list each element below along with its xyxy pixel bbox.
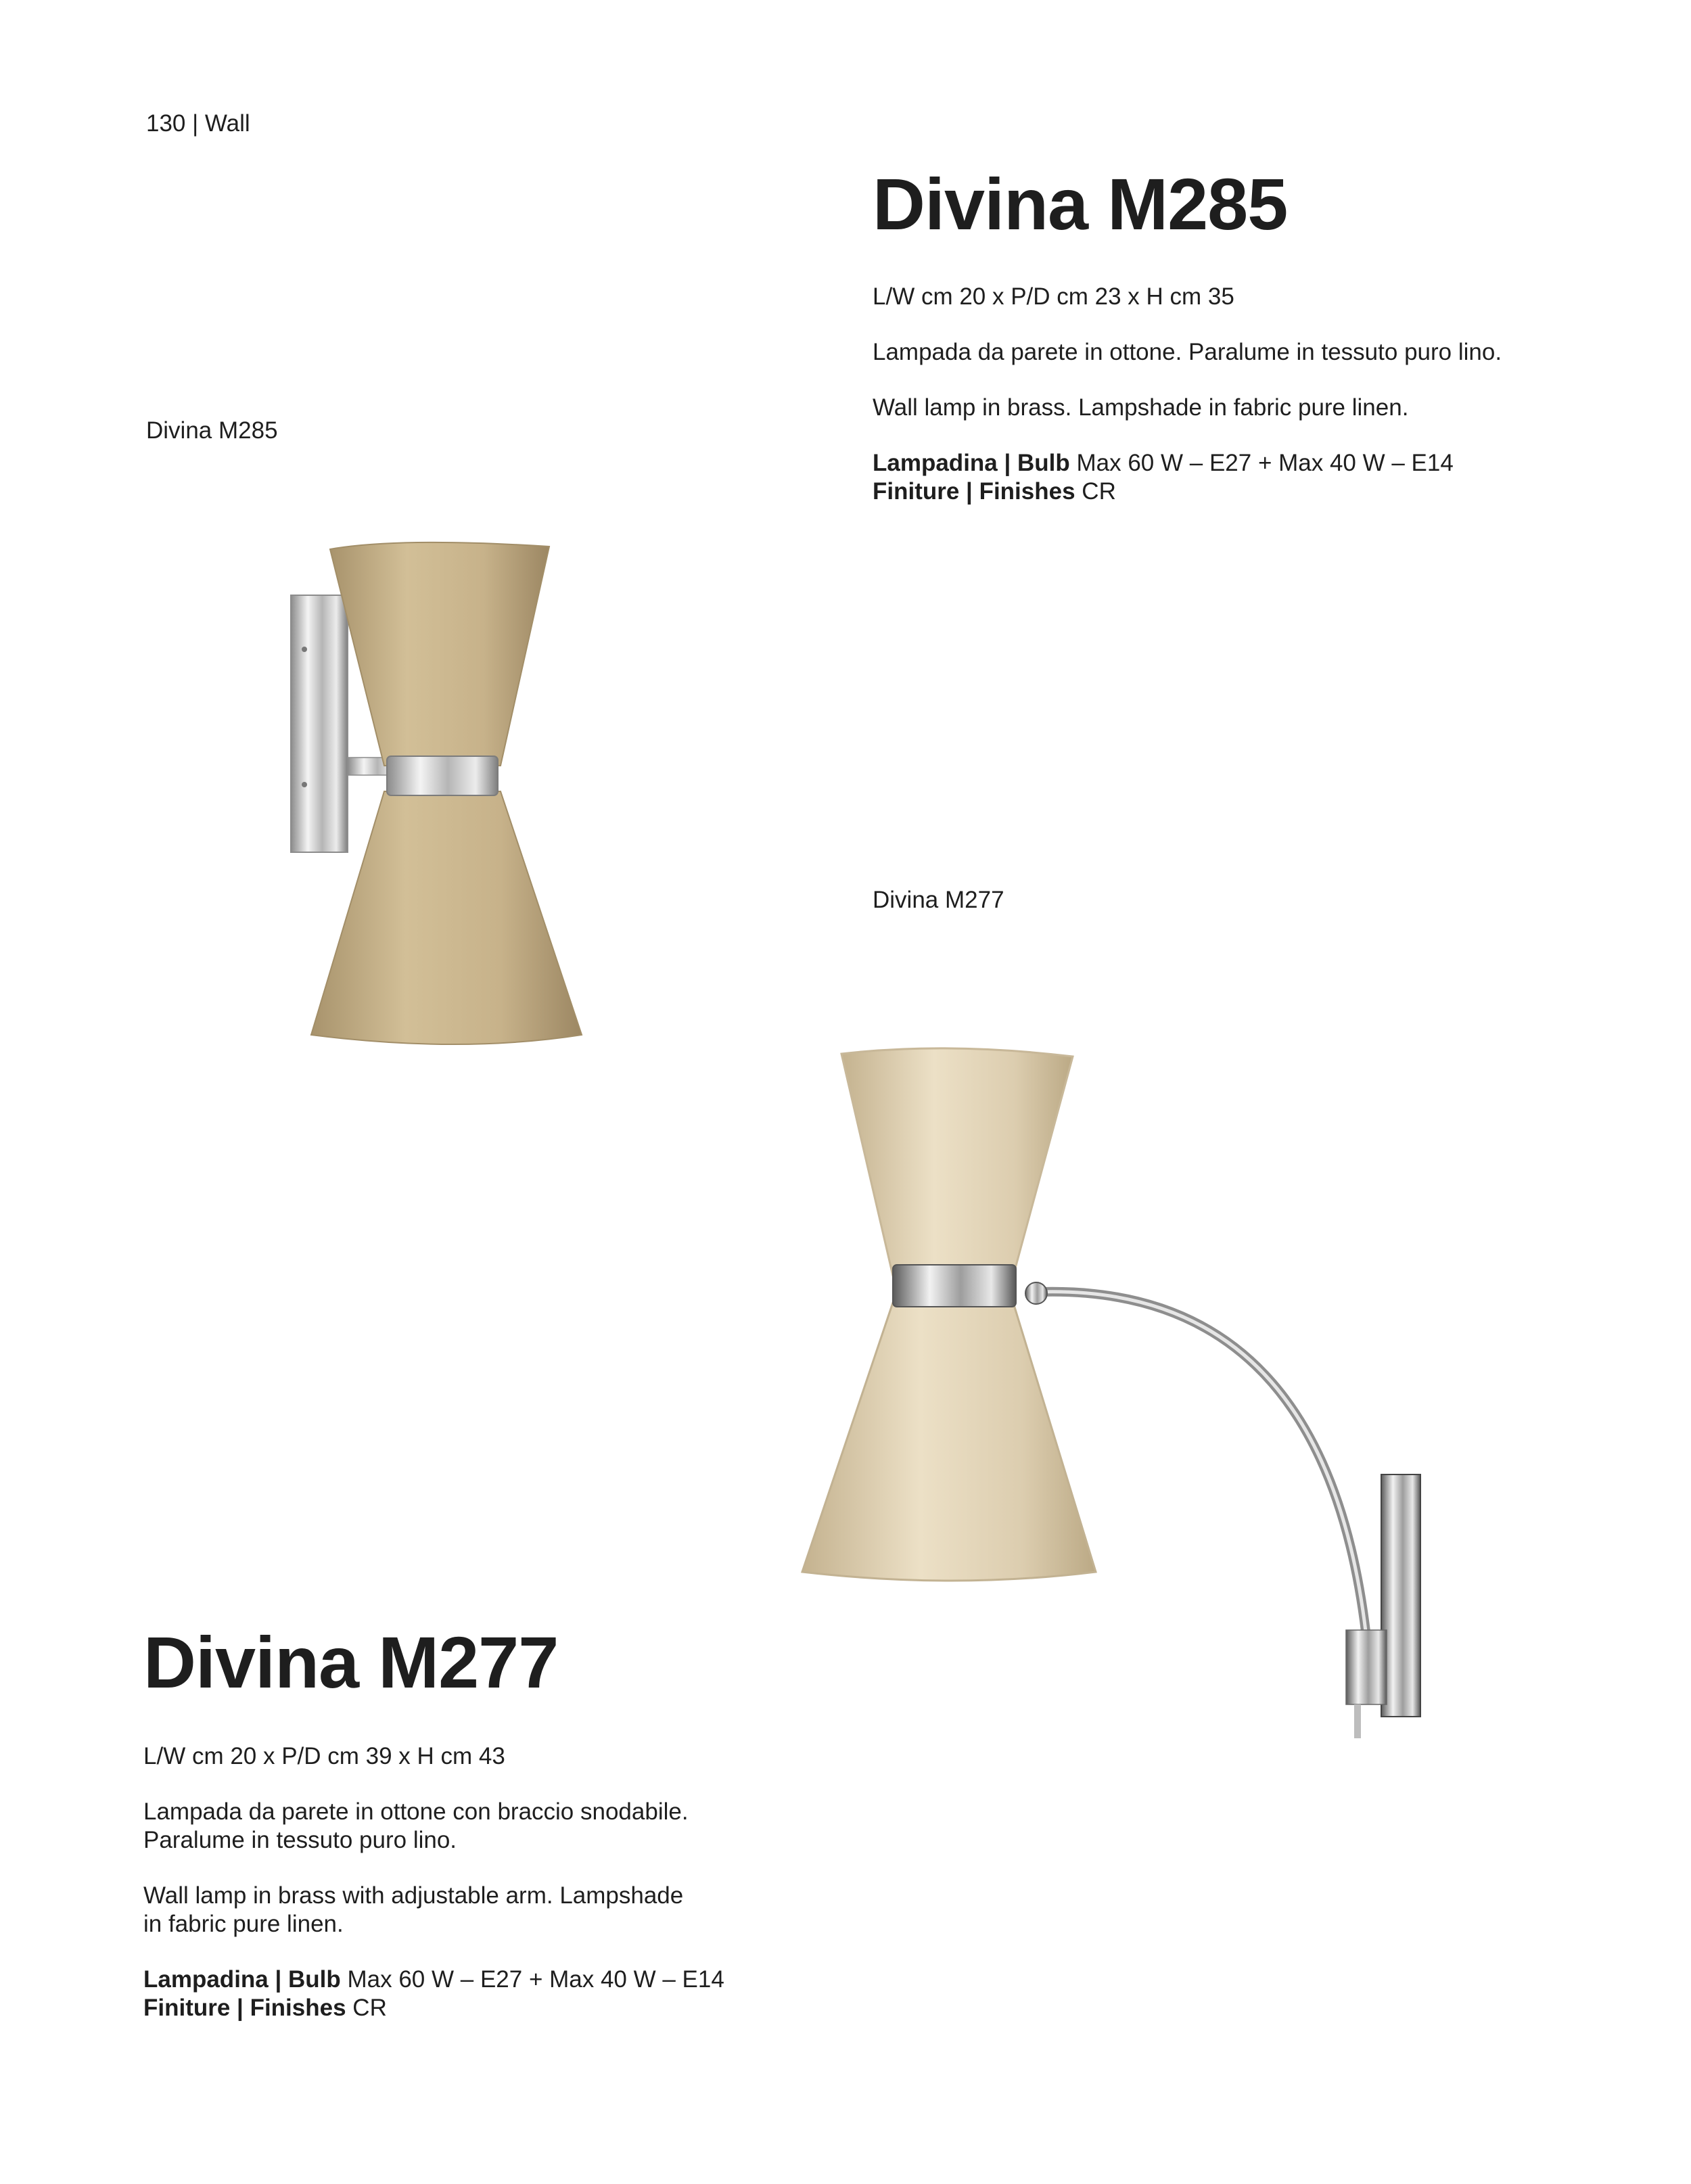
description-it-m277 (143, 1798, 689, 1855)
description-line: Wall lamp in brass with adjustable arm. Lampshade (143, 1882, 684, 1909)
finish-value: CR (352, 1995, 387, 2021)
image-caption-m285: Divina M285 (146, 417, 278, 444)
product-title-m285: Divina M285 (873, 163, 1288, 245)
description-it-m285: Lampada da parete in ottone. Paralume in tessuto puro lino. (873, 339, 1502, 365)
finish-label: Finiture | Finishes (143, 1995, 346, 2021)
product-dimensions-m285: L/W cm 20 x P/D cm 23 x H cm 35 (873, 283, 1234, 310)
bulb-spec (143, 1966, 724, 1994)
bulb-value: Max 60 W – E27 + Max 40 W – E14 (347, 1966, 724, 1993)
description-line: in fabric pure linen. (143, 1911, 344, 1937)
specs-m285 (873, 449, 1454, 506)
finish-value: CR (1082, 478, 1116, 505)
finish-label: Finiture | Finishes (873, 478, 1075, 505)
description-en-m285: Wall lamp in brass. Lampshade in fabric pure linen. (873, 394, 1409, 421)
page-header: 130 | Wall (146, 110, 250, 137)
lamp-image-m277 (798, 1042, 1447, 1711)
bulb-label: Lampadina | Bulb (873, 450, 1070, 476)
finish-spec (143, 1994, 724, 2022)
description-line: Paralume in tessuto puro lino. (143, 1827, 457, 1853)
bulb-value: Max 60 W – E27 + Max 40 W – E14 (1076, 450, 1454, 476)
product-title-m277: Divina M277 (143, 1621, 559, 1703)
lamp-image-m285 (284, 534, 609, 1062)
specs-m277 (143, 1966, 724, 2022)
product-dimensions-m277: L/W cm 20 x P/D cm 39 x H cm 43 (143, 1743, 505, 1769)
description-line: Lampada da parete in ottone con braccio snodabile. (143, 1798, 689, 1825)
bulb-spec (873, 449, 1454, 478)
bulb-label: Lampadina | Bulb (143, 1966, 341, 1993)
finish-spec (873, 478, 1454, 506)
image-caption-m277: Divina M277 (873, 887, 1004, 913)
description-en-m277 (143, 1882, 683, 1938)
